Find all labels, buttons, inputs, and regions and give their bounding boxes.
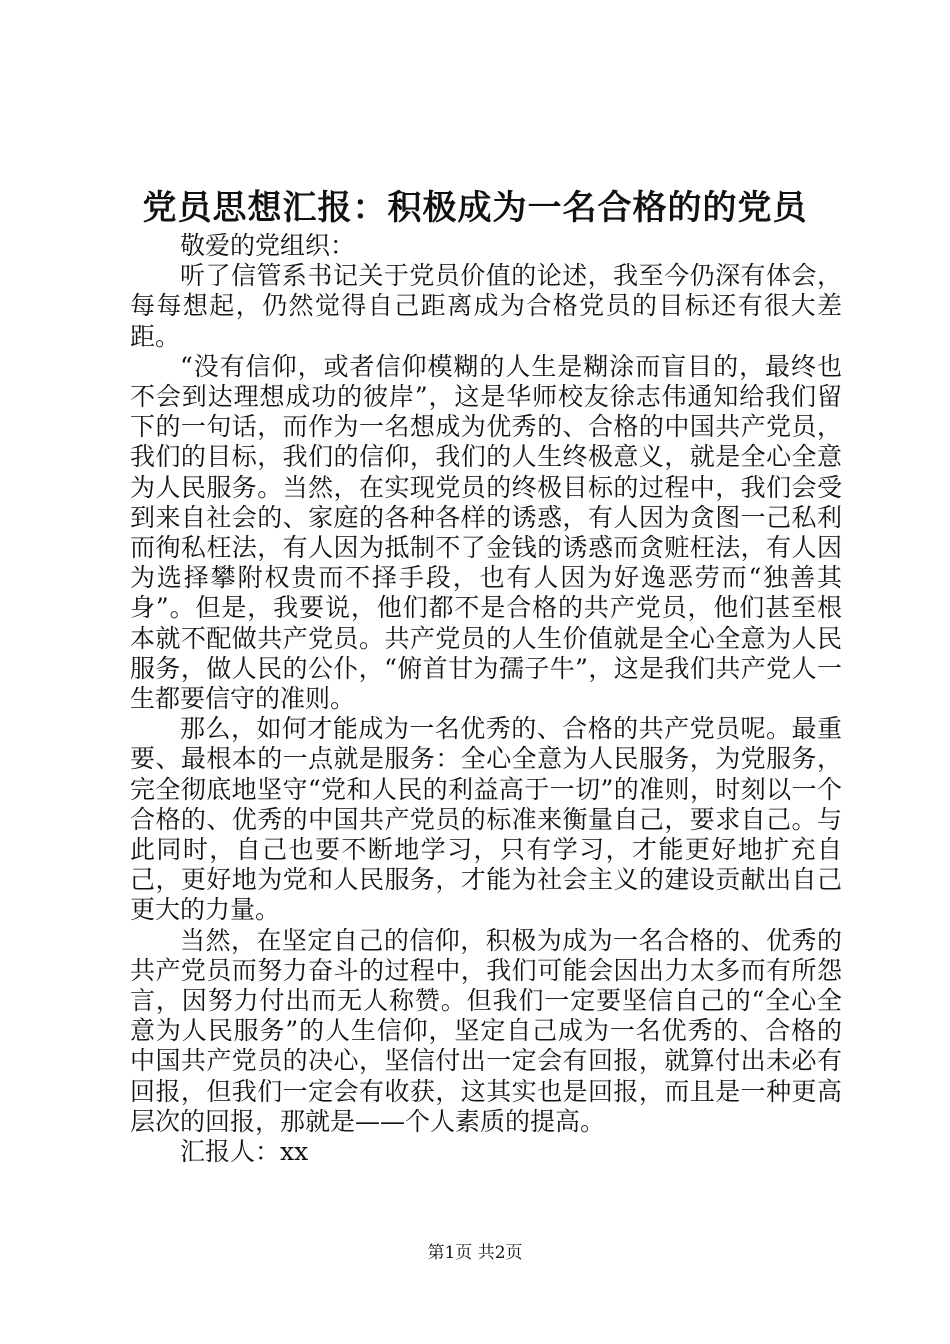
body-paragraph: 那么，如何才能成为一名优秀的、合格的共产党员呢。最重要、最根本的一点就是服务：全心全意为人民服务，为党服务，完全彻底地坚守“党和人民的利益高于一切”的准则，时刻以一个合格的、优秀的中国共产党员的标准来衡量自己，要求自己。与此同时，自己也要不断地学习，只有学习，才能更好地扩充自己，更好地为党和人民服务，才能为社会主义的建设贡献出自己更大的力量。 bbox=[130, 714, 842, 925]
document-title: 党员思想汇报：积极成为一名合格的的党员 bbox=[142, 188, 808, 228]
salutation: 敬爱的党组织： bbox=[180, 231, 356, 260]
body-paragraph: 听了信管系书记关于党员价值的论述，我至今仍深有体会，每每想起，仍然觉得自己距离成为合格党员的目标还有很大差距。 bbox=[130, 261, 842, 351]
page-number-footer: 第1页 共2页 bbox=[427, 1243, 523, 1263]
body-paragraph: 当然，在坚定自己的信仰，积极为成为一名合格的、优秀的共产党员而努力奋斗的过程中，我们可能会因出力太多而有所怨言，因努力付出而无人称赞。但我们一定要坚信自己的“全心全意为人民服务”的人生信仰，坚定自己成为一名优秀的、合格的中国共产党员的决心，坚信付出一定会有回报，就算付出未必有回报，但我们一定会有收获，这其实也是回报，而且是一种更高层次的回报，那就是——个人素质的提高。 bbox=[130, 925, 842, 1136]
body-paragraph: “没有信仰，或者信仰模糊的人生是糊涂而盲目的，最终也不会到达理想成功的彼岸”，这是华师校友徐志伟通知给我们留下的一句话，而作为一名想成为优秀的、合格的中国共产党员，我们的目标，我们的信仰，我们的人生终极意义，就是全心全意为人民服务。当然，在实现党员的终极目标的过程中，我们会受到来自社会的、家庭的各种各样的诱惑，有人因为贪图一己私利而徇私枉法，有人因为抵制不了金钱的诱惑而贪赃枉法，有人因为选择攀附权贵而不择手段，也有人因为好逸恶劳而“独善其身”。但是，我要说，他们都不是合格的共产党员，他们甚至根本就不配做共产党员。共产党员的人生价值就是全心全意为人民服务，做人民的公仆，“俯首甘为孺子牛”，这是我们共产党人一生都要信守的准则。 bbox=[130, 351, 842, 714]
signature: 汇报人：xx bbox=[180, 1137, 309, 1167]
document-body bbox=[130, 231, 842, 1167]
